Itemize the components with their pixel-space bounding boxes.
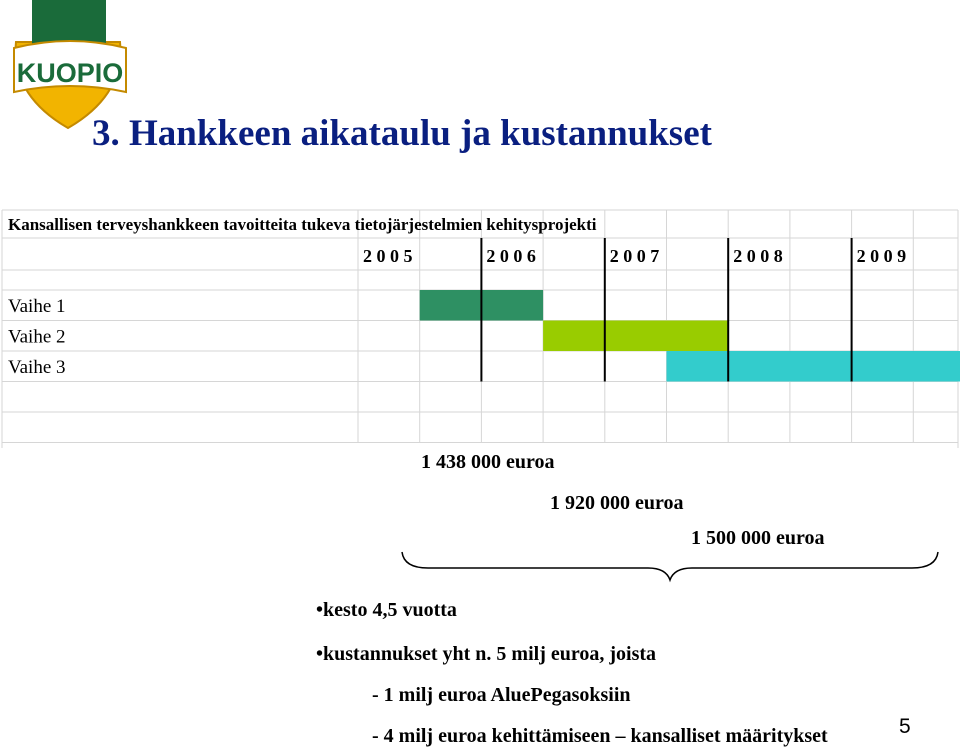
summary-sub-item: - 1 milj euroa AluePegasoksiin <box>372 684 631 706</box>
cost-label-vaihe-1: 1 438 000 euroa <box>421 451 555 473</box>
task-bar <box>543 321 728 352</box>
bullet-text: kesto 4,5 vuotta <box>323 599 457 621</box>
curly-brace <box>398 550 943 584</box>
cost-label-vaihe-3: 1 500 000 euroa <box>691 527 825 549</box>
page-number: 5 <box>899 715 911 738</box>
task-bar <box>667 351 960 382</box>
task-label: Vaihe 1 <box>8 296 66 317</box>
year-label: 2 0 0 5 <box>363 246 413 266</box>
bullet-text: kustannukset yht n. 5 milj euroa, joista <box>323 643 657 665</box>
summary-sub-item: - 4 milj euroa kehittämiseen – kansalliset määritykset <box>372 725 828 747</box>
summary-bullet: •kustannukset yht n. 5 milj euroa, joista <box>316 643 657 665</box>
task-label: Vaihe 2 <box>8 326 66 348</box>
year-label: 2 0 0 7 <box>609 246 660 266</box>
year-label: 2 0 0 6 <box>486 246 536 266</box>
cost-label-vaihe-2: 1 920 000 euroa <box>550 492 684 514</box>
year-label: 2 0 0 8 <box>733 246 783 266</box>
chart-bars <box>420 290 960 382</box>
page-title: 3. Hankkeen aikataulu ja kustannukset <box>92 113 712 154</box>
year-label: 2 0 0 9 <box>856 246 907 266</box>
gantt-chart <box>0 208 960 448</box>
logo-text: KUOPIO <box>16 58 124 88</box>
task-label: Vaihe 3 <box>8 357 66 378</box>
chart-title: Kansallisen terveyshankkeen tavoitteita tukeva tietojärjestelmien kehitysprojekti <box>8 215 597 234</box>
summary-bullet: •kesto 4,5 vuotta <box>316 599 457 621</box>
